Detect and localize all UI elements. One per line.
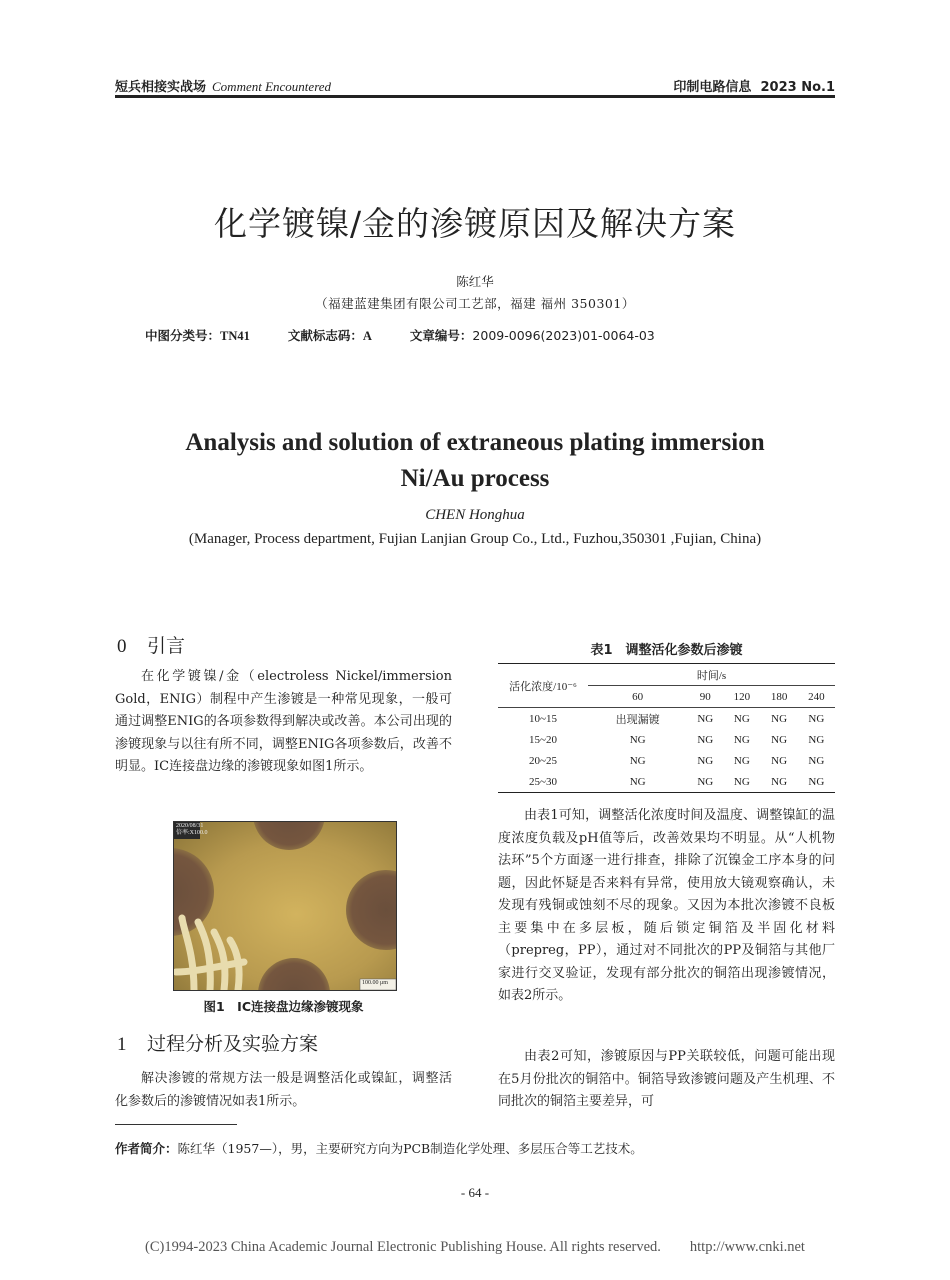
- table-cell: NG: [588, 771, 687, 793]
- table-cell: NG: [760, 771, 797, 793]
- header-rule: [115, 95, 835, 98]
- table-cell: 出现漏镀: [615, 713, 660, 726]
- table-cell: NG: [808, 712, 825, 725]
- article-number: 文章编号：2009-0096(2023)01-0064-03: [409, 328, 655, 343]
- column-group-header: 时间/s: [588, 664, 835, 686]
- clc-number: 中图分类号：TN41: [145, 328, 250, 343]
- paragraph-analysis: 由表1可知，调整活化浓度时间及温度、调整镍缸的温度浓度负载及pH值等后，改善效果均不明显。从“人机物法环”5个方面逐一进行排查，排除了沉镍金工序本身的问题，因此怀疑是否来料有异常，使用放大镜观察确认，未发现有残铜或蚀刻不尽的现象。又因为本批次渗镀不良板主要集中在多层板，随后锁定铜箔及半固化材料（prepreg，PP），通过对不同批次的PP及铜箔与其他厂家进行交叉验证，发现有部分批次的铜箔出现渗镀情况，如表2所示。: [498, 808, 835, 1003]
- column-name-cn: 短兵相接实战场: [115, 80, 207, 95]
- ic-fingers: [176, 918, 244, 990]
- col-header: 180: [760, 686, 797, 708]
- affiliation-cn: （福建蓝建集团有限公司工艺部，福建 福州 350301）: [315, 296, 635, 311]
- row-header-cell: 活化浓度/10⁻⁶: [498, 664, 588, 708]
- row-label: 25~30: [498, 771, 588, 793]
- row-label: 15~20: [529, 733, 557, 746]
- running-header-column: [115, 76, 331, 95]
- author-cn: 陈红华: [456, 274, 494, 289]
- affiliation-en: (Manager, Process department, Fujian Lanjian Group Co., Ltd., Fuzhou,350301 ,Fujian, China): [188, 531, 762, 547]
- table-cell: NG: [723, 771, 760, 793]
- table-row: [498, 750, 835, 771]
- paragraph-intro: 在化学镀镍/金（electroless Nickel/immersion Gold，ENIG）制程中产生渗镀是一种常见现象，一般可通过调整ENIG的各项参数得到解决或改善。本公司出现的渗镀现象与以往有所不同，调整ENIG各项参数后，改善不明显。IC连接盘边缘的渗镀现象如图1所示。: [115, 669, 452, 774]
- table-1: [498, 663, 835, 793]
- table-cell: NG: [733, 754, 750, 767]
- column-name-en: Comment Encountered: [212, 79, 332, 94]
- article-meta: [145, 326, 723, 344]
- table-cell: NG: [733, 712, 750, 725]
- table-cell: NG: [697, 712, 714, 725]
- paper-title-cn: 化学镀镍/金的渗镀原因及解决方案: [213, 204, 737, 243]
- micrograph-image: [174, 822, 396, 990]
- table-cell: NG: [697, 733, 714, 746]
- paragraph-process: 解决渗镀的常规方法一般是调整活化或镍缸，调整活化参数后的渗镀情况如表1所示。: [115, 1071, 452, 1109]
- micrograph-stamp: 2020/08/31 倍率:X100.0: [176, 823, 208, 836]
- scale-bar-label: 100.00 μm: [362, 980, 388, 986]
- table-cell: NG: [733, 733, 750, 746]
- col-header: 90: [687, 686, 723, 708]
- copyright-line: (C)1994-2023 China Academic Journal Electronic Publishing House. All rights reserved. http://www.cnki.net: [145, 1239, 805, 1255]
- journal-issue: 2023 No.1: [760, 80, 835, 95]
- paragraph-analysis-continued: 由表2可知，渗镀原因与PP关联较低，问题可能出现在5月份批次的铜箔中。铜箔导致渗镀问题及产生机理、不同批次的铜箔主要差异，可: [498, 1049, 835, 1109]
- table-cell: NG: [697, 754, 714, 767]
- pad-top: [253, 822, 325, 850]
- pad-bottom: [258, 958, 330, 990]
- col-header: 60: [588, 686, 687, 708]
- col-header: 120: [723, 686, 760, 708]
- paper-title-en: Analysis and solution of extraneous plating immersion Ni/Au process: [185, 429, 765, 492]
- row-label: 20~25: [529, 754, 557, 767]
- table-cell: NG: [687, 771, 723, 793]
- table-cell: NG: [771, 754, 788, 767]
- table-cell: NG: [629, 754, 646, 767]
- page-number: - 64 -: [460, 1185, 490, 1200]
- figure-1-caption: 图1 IC连接盘边缘渗镀现象: [203, 999, 364, 1014]
- col-header: 240: [798, 686, 835, 708]
- author-en: CHEN Honghua: [425, 507, 525, 523]
- table-row: [498, 729, 835, 750]
- section-heading-introduction: 0 引言: [117, 635, 186, 657]
- table-cell: NG: [629, 733, 646, 746]
- author-bio-footnote: 作者简介：陈红华（1957—），男，主要研究方向为PCB制造化学处理、多层压合等工艺技术。: [115, 1141, 643, 1156]
- table-cell: NG: [808, 754, 825, 767]
- table-1-caption: 表1 调整活化参数后渗镀: [590, 643, 743, 658]
- running-header-journal: [673, 76, 835, 95]
- section-heading-process: 1 过程分析及实验方案: [117, 1033, 319, 1055]
- journal-name: 印制电路信息: [673, 80, 752, 95]
- table-cell: NG: [808, 733, 825, 746]
- pad-right: [346, 870, 396, 950]
- figure-1-micrograph: [173, 821, 397, 991]
- table-header-row: [498, 664, 835, 686]
- footnote-rule: [115, 1124, 237, 1125]
- document-code: 文献标志码：A: [287, 328, 372, 343]
- table-row: [498, 771, 835, 793]
- table-cell: NG: [771, 712, 788, 725]
- table-row: [498, 708, 835, 730]
- row-label: 10~15: [529, 712, 557, 725]
- table-cell: NG: [798, 771, 835, 793]
- table-cell: NG: [771, 733, 788, 746]
